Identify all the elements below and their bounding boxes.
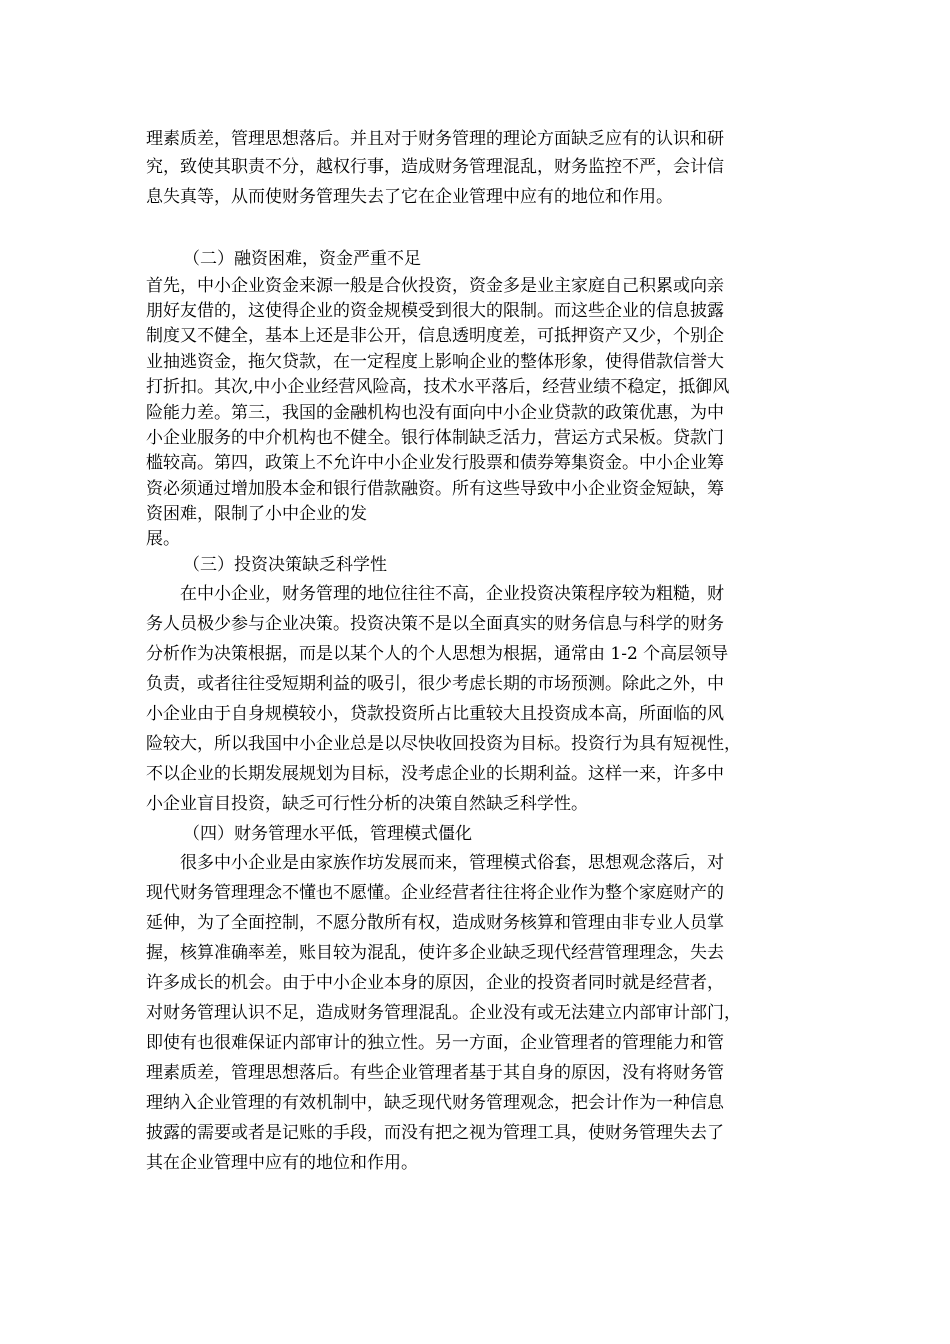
paragraph-line: 其在企业管理中应有的地位和作用。 <box>146 1153 418 1173</box>
section-heading: （四）财务管理水平低，管理模式僵化 <box>183 824 472 844</box>
paragraph-line: 业抽逃资金，拖欠贷款，在一定程度上影响企业的整体形象，使得借款信誉大 <box>146 352 724 372</box>
paragraph-line: 务人员极少参与企业决策。投资决策不是以全面真实的财务信息与科学的财务 <box>146 614 724 634</box>
paragraph-line: 许多成长的机会。由于中小企业本身的原因，企业的投资者同时就是经营者， <box>146 973 724 993</box>
paragraph-line: 小企业由于自身规模较小，贷款投资所占比重较大且投资成本高，所面临的风 <box>146 704 724 724</box>
paragraph-line: 在中小企业，财务管理的地位往往不高，企业投资决策程序较为粗糙，财 <box>180 584 724 604</box>
paragraph-line: 息失真等，从而使财务管理失去了它在企业管理中应有的地位和作用。 <box>146 187 673 207</box>
paragraph-line: 即使有也很难保证内部审计的独立性。另一方面，企业管理者的管理能力和管 <box>146 1033 724 1053</box>
paragraph-line: 槛较高。第四，政策上不允许中小企业发行股票和债券筹集资金。中小企业筹 <box>146 453 724 473</box>
paragraph-line: 首先，中小企业资金来源一般是合伙投资，资金多是业主家庭自己积累或向亲 <box>146 276 724 296</box>
paragraph-line: 理素质差，管理思想落后。并且对于财务管理的理论方面缺乏应有的认识和研 <box>146 129 724 149</box>
paragraph-line: 理纳入企业管理的有效机制中，缺乏现代财务管理观念，把会计作为一种信息 <box>146 1093 724 1113</box>
paragraph-line: 小企业服务的中介机构也不健全。银行体制缺乏活力，营运方式呆板。贷款门 <box>146 428 724 448</box>
paragraph-line: 分析作为决策根据，而是以某个人的个人思想为根据，通常由 1-2 个高层领导 <box>146 644 729 664</box>
paragraph-line: 握，核算准确率差，账目较为混乱，使许多企业缺乏现代经营管理理念，失去 <box>146 943 724 963</box>
paragraph-line: 对财务管理认识不足，造成财务管理混乱。企业没有或无法建立内部审计部门， <box>146 1003 741 1023</box>
paragraph-line: 险较大，所以我国中小企业总是以尽快收回投资为目标。投资行为具有短视性， <box>146 734 741 754</box>
section-heading: （二）融资困难，资金严重不足 <box>183 249 421 269</box>
paragraph-line: 延伸，为了全面控制，不愿分散所有权，造成财务核算和管理由非专业人员掌 <box>146 913 724 933</box>
paragraph-line: 小企业盲目投资，缺乏可行性分析的决策自然缺乏科学性。 <box>146 794 588 814</box>
paragraph-line: 制度又不健全，基本上还是非公开，信息透明度差，可抵押资产又少，个别企 <box>146 326 724 346</box>
paragraph-line: 险能力差。第三，我国的金融机构也没有面向中小企业贷款的政策优惠，为中 <box>146 403 724 423</box>
paragraph-line: 负责，或者往往受短期利益的吸引，很少考虑长期的市场预测。除此之外，中 <box>146 674 724 694</box>
paragraph-line: 现代财务管理理念不懂也不愿懂。企业经营者往往将企业作为整个家庭财产的 <box>146 883 724 903</box>
paragraph-line: 不以企业的长期发展规划为目标，没考虑企业的长期利益。这样一来，许多中 <box>146 764 724 784</box>
paragraph-line: 很多中小企业是由家族作坊发展而来，管理模式俗套，思想观念落后，对 <box>180 853 724 873</box>
section-heading: （三）投资决策缺乏科学性 <box>183 555 387 575</box>
paragraph-line: 朋好友借的，这使得企业的资金规模受到很大的限制。而这些企业的信息披露 <box>146 301 724 321</box>
paragraph-line: 资困难，限制了小中企业的发 <box>146 504 367 524</box>
paragraph-line: 资必须通过增加股本金和银行借款融资。所有这些导致中小企业资金短缺，筹 <box>146 479 724 499</box>
paragraph-line: 打折扣。其次,中小企业经营风险高，技术水平落后，经营业绩不稳定，抵御风 <box>146 377 730 397</box>
paragraph-line: 究，致使其职责不分，越权行事，造成财务管理混乱，财务监控不严，会计信 <box>146 157 724 177</box>
paragraph-line: 展。 <box>146 529 180 549</box>
paragraph-line: 理素质差，管理思想落后。有些企业管理者基于其自身的原因，没有将财务管 <box>146 1063 724 1083</box>
paragraph-line: 披露的需要或者是记账的手段，而没有把之视为管理工具，使财务管理失去了 <box>146 1123 724 1143</box>
